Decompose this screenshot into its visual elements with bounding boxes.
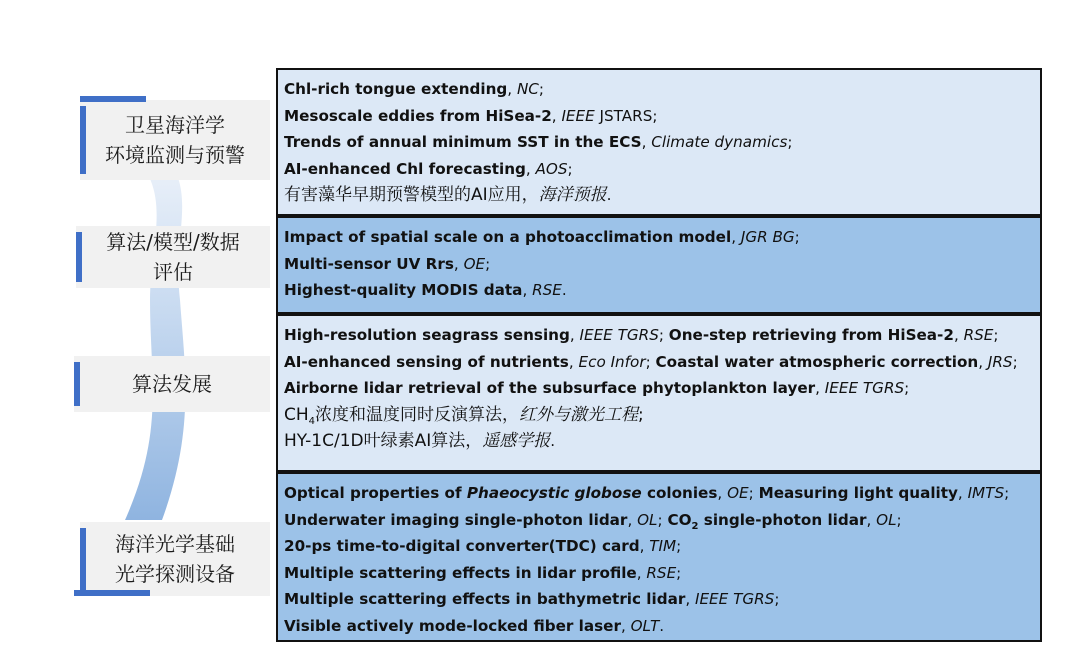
reference-text-segment: One-step retrieving from HiSea-2 [668,326,954,344]
reference-text-segment: OLT [630,616,660,635]
reference-text-segment: , [978,352,988,371]
reference-text-segment: Multiple scattering effects in bathymetric lidar [284,590,686,608]
label-line: 光学探测设备 [115,562,235,586]
reference-text-segment: Measuring light quality [758,484,958,502]
reference-text-segment: ; [794,228,800,246]
reference-text-segment: , [636,563,647,582]
reference-text-segment: High-resolution seagrass sensing [284,326,570,344]
reference-text-segment: ; [904,379,910,397]
reference-text-segment: 红外与激光工程 [519,404,639,425]
reference-text-segment: , [815,379,825,397]
reference-text-segment: TIM [649,537,677,555]
reference-text-segment: , [627,510,638,529]
reference-text-segment: , [953,326,964,344]
reference-text-segment: Coastal water atmospheric correction [655,352,979,371]
reference-text-segment: HY-1C/1D叶绿素AI算法， [284,431,483,451]
label-line: 算法发展 [132,372,212,396]
reference-text-segment: ; [1004,484,1010,502]
reference-text-segment: NC [516,80,539,98]
reference-text-segment: , [866,510,877,529]
reference-text-segment: ; [676,537,682,555]
reference-line [284,349,1034,376]
reference-text-segment: RSE [963,326,994,344]
reference-text-segment: Chl-rich tongue extending [284,80,508,98]
reference-text-segment: Multi-sensor UV Rrs [284,254,454,273]
reference-text-segment: 2 [691,520,699,532]
reference-text-segment: , [620,616,631,635]
label-ocean-optics [80,522,270,596]
reference-text-segment: 20-ps time-to-digital converter(TDC) card [284,537,640,555]
reference-line [284,224,1034,251]
reference-line [284,277,1034,304]
label-line: 算法/模型/数据 [106,230,240,254]
reference-text-segment: CH [284,404,309,425]
reference-text-segment: single-photon lidar [698,510,867,529]
reference-text-segment: 浓度和温度同时反演算法， [315,404,520,425]
reference-text-segment: Impact of spatial scale on a photoacclimation model [284,228,732,246]
label-algorithm-model-data [76,226,270,288]
reference-text-segment: RSE [646,563,677,582]
reference-line [284,480,1034,507]
reference-text-segment: ; [1012,352,1018,371]
reference-text-segment: IEEE [561,106,595,125]
reference-text-segment: Underwater imaging single-photon lidar [284,510,628,529]
reference-text-segment: ; [567,159,573,178]
reference-text-segment: IEEE TGRS [824,379,905,397]
reference-text-segment: IEEE TGRS [579,326,659,344]
reference-text-segment: ; [657,510,668,529]
reference-text-segment: Airborne lidar retrieval of the subsurface phytoplankton layer [284,379,816,397]
reference-text-segment: , [731,228,741,246]
reference-text-segment: 海洋预报 [538,185,607,205]
reference-text-segment: Highest-quality MODIS data [284,281,523,299]
reference-text-segment: ; [645,352,656,371]
reference-text-segment: , [717,484,728,502]
reference-text-segment: Climate dynamics [651,133,788,151]
reference-line [284,428,1034,455]
reference-text-segment: ; [774,590,780,608]
reference-text-segment: Phaeocystic globose [466,484,642,502]
reference-text-segment: , [639,537,650,555]
label-accent-corner [80,96,146,102]
reference-line [284,251,1034,278]
reference-text-segment: IMTS [967,484,1005,502]
reference-text-segment: , [507,80,517,98]
reference-text-segment: ; [748,484,759,502]
reference-text-segment: , [525,159,536,178]
reference-text-segment: Mesoscale eddies from HiSea-2 [284,106,552,125]
reference-text-segment: , [569,326,580,344]
reference-text-segment: OE [463,254,486,273]
section-box [276,68,1042,216]
reference-text-segment: 有害藻华早期预警模型的AI应用， [284,185,539,205]
reference-text-segment: RSE [532,281,562,299]
reference-text-segment: Eco Infor [578,352,646,371]
reference-text-segment: . [606,186,612,204]
label-line: 海洋光学基础 [115,532,235,556]
reference-line [284,76,1034,103]
reference-text-segment: , [551,106,562,125]
section-box [276,472,1042,642]
label-line: 卫星海洋学 [125,113,225,137]
label-accent-corner [74,590,150,596]
reference-text-segment: , [453,254,464,273]
reference-text-segment: , [522,281,533,299]
reference-line [284,507,1034,534]
reference-text-segment: . [550,432,556,450]
label-algorithm-development [74,356,270,412]
reference-text-segment: , [685,590,695,608]
section-box [276,216,1042,314]
reference-line [284,103,1034,130]
reference-text-segment: JRS [987,352,1013,371]
reference-line [284,322,1034,349]
label-satellite-oceanography [80,100,270,180]
reference-text-segment: OL [637,510,658,529]
label-accent-bar [74,362,80,406]
reference-text-segment: . [659,616,665,635]
reference-line [284,560,1034,587]
reference-text-segment: , [957,484,968,502]
label-accent-bar [80,106,86,174]
reference-line [284,533,1034,560]
reference-text-segment: OE [727,484,749,502]
label-line: 环境监测与预警 [105,143,245,167]
reference-text-segment: AI-enhanced sensing of nutrients [284,352,569,371]
reference-text-segment: 遥感学报 [482,431,551,451]
reference-text-segment: ; [993,326,999,344]
reference-text-segment: Optical properties of [284,484,467,502]
label-line: 评估 [153,260,193,284]
reference-line [284,586,1034,613]
label-accent-bar [80,528,86,590]
reference-text-segment: ; [485,254,491,273]
reference-text-segment: colonies [641,484,718,502]
reference-text-segment: JGR BG [740,228,795,246]
reference-text-segment: CO [667,510,692,529]
reference-text-segment: Multiple scattering effects in lidar profile [284,563,637,582]
reference-text-segment: ; [676,563,682,582]
reference-text-segment: , [641,133,652,151]
reference-line [284,375,1034,402]
reference-text-segment: AOS [535,159,568,178]
reference-text-segment: IEEE TGRS [694,590,775,608]
section-box [276,314,1042,472]
reference-line [284,402,1034,429]
reference-text-segment: 4 [308,415,316,427]
reference-line [284,156,1034,183]
reference-text-segment: ; [787,133,793,151]
reference-text-segment: ; [638,404,644,425]
reference-text-segment: , [568,352,579,371]
reference-line [284,613,1034,640]
reference-text-segment: . [561,281,567,299]
reference-text-segment: ; [896,510,902,529]
reference-text-segment: JSTARS; [594,106,658,125]
reference-text-segment: Visible actively mode-locked fiber laser [284,616,621,635]
reference-text-segment: Trends of annual minimum SST in the ECS [284,133,642,151]
reference-line [284,129,1034,156]
reference-text-segment: OL [876,510,897,529]
reference-text-segment: ; [658,326,669,344]
reference-text-segment: AI-enhanced Chl forecasting [284,159,526,178]
label-accent-bar [76,232,82,282]
reference-text-segment: ; [538,80,545,98]
reference-line [284,182,1034,209]
